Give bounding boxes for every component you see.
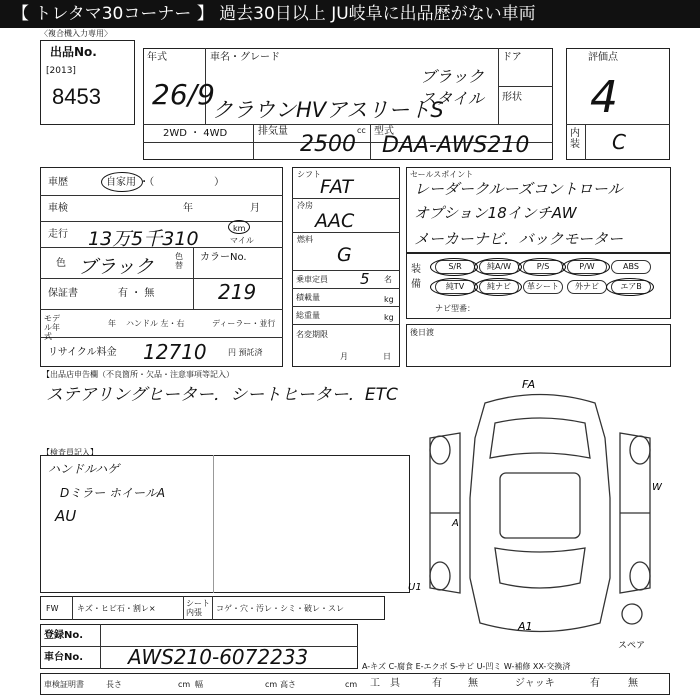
spare-label: スペア [618,641,646,651]
interior-value: C [612,130,626,154]
fuel-label: 燃料 [297,235,313,244]
diagram-label-u1: U1 [408,582,422,593]
mile-unit: マイル [230,236,254,245]
displacement-value: 2500 [300,132,356,157]
notes-label: 【出品店申告欄（不良箇所・欠品・注意事項等記入） [42,370,234,379]
year-label: 年式 [147,52,167,63]
subtitle: 〈複合機入力専用〉 [40,29,112,38]
diagram-label-w: W [652,482,662,493]
name-change-day: 日 [383,352,391,361]
model-year-unit: 年 [108,319,116,328]
tools-no: 無 [468,678,478,689]
shaken-label: 車検 [48,203,68,214]
score-value: 4 [590,72,618,123]
chassis-value: AWS210-6072233 [128,645,309,669]
shaken-year: 年 [183,203,193,214]
car-damage-diagram [400,378,670,653]
after-delivery-box [406,324,671,367]
diagram-label-a1: A1 [518,620,533,633]
model-value: クラウンHVアスリートS [212,98,444,122]
sales-label: セールスポイント [410,170,474,179]
length-unit: cm [178,680,191,689]
height-unit: cm [345,680,358,689]
model-label: 車名・グレード [210,52,280,63]
inspector-line-3: AU [55,507,77,525]
sales-line-2: オプション18インチAW [414,204,577,222]
equip-leather: 革シート [523,280,563,294]
recycle-value: 12710 [143,340,207,364]
cooler-label: 冷房 [297,201,313,210]
equipment-label: 装備 [411,264,421,290]
lot-label: 出品No. [50,45,97,59]
equip-circle-pw [562,258,610,276]
width-unit: cm [265,680,278,689]
length-label: 長さ [106,680,122,689]
equip-circle-airbag [606,278,654,296]
width-label: 幅 [195,680,203,689]
equip-circle-ps [518,258,566,276]
shape-label: 形状 [502,92,522,103]
shaken-month: 月 [250,203,260,214]
gross-unit: kg [384,313,394,322]
navi-model-label: ナビ型番： [435,304,475,313]
inspector-line-2: Dミラー ホイールA [60,486,166,500]
tools-yes: 有 [432,678,442,689]
notes-value: ステアリングヒーター．シートヒーター．ETC [46,385,398,405]
equip-ps: P/S [523,260,563,274]
chassis-label: 車台No. [44,652,84,663]
history-options: 自家用 ・（ ） [106,177,225,188]
km-circle [228,220,250,234]
fw-label: FW [46,604,59,613]
damage-legend: A-キズ C-腐食 E-エクボ S-サビ U-凹ミ W-補修 XX-交換済 [362,662,571,671]
equip-alloy: 純A/W [479,260,519,274]
colorno-value: 219 [218,280,257,304]
diagram-label-fa: FA [522,378,536,391]
seat-options: コゲ・穴・汚レ・シミ・破レ・スレ [216,604,344,613]
equip-abs: ABS [611,260,651,274]
score-label: 評価点 [588,52,618,63]
mileage-value: 13万5千310 [88,228,199,250]
load-unit: kg [384,295,394,304]
km-unit: km [233,224,246,233]
inspector-label: 【検査員記入】 [42,448,98,457]
shift-value: FAT [320,176,354,198]
colorno-label: カラーNo. [200,252,247,263]
cooler-value: AAC [315,210,355,232]
jack-label: ジャッキ [515,678,555,689]
equip-airbag: エアB [611,280,651,294]
model-year-label: モデル年式 [44,314,60,341]
handle-options: ハンドル 左・右 [126,319,185,328]
warranty-options: 有 ・ 無 [118,288,155,299]
equip-tv: 純TV [435,280,475,294]
shift-label: シフト [297,170,321,179]
warranty-label: 保証書 [48,288,78,299]
grade-extra: ブラック スタイル [420,67,484,108]
equip-circle-tv [430,278,478,296]
height-label: 高さ [280,680,296,689]
equip-navi: 純ナビ [479,280,519,294]
equip-circle-alloy [474,258,522,276]
drive-type: 2WD ・ 4WD [163,128,228,139]
equip-ext-navi: 外ナビ [567,280,607,294]
equip-sr: S/R [435,260,475,274]
capacity-value: 5 [360,270,370,288]
diagram-label-a: A [452,518,459,529]
inspector-line-1: ハンドルハゲ [48,462,120,476]
equip-circle-navi [474,278,522,296]
page-banner: 【 トレタマ30コーナー 】 過去30日以上 JU岐阜に出品歴がない車両 [0,0,700,28]
door-label: ドア [502,52,522,63]
cc-unit: cc [357,126,366,135]
year-value: 26/9 [152,78,215,111]
sales-line-3: メーカーナビ．バックモーター [414,230,623,248]
mileage-label: 走行 [48,229,68,240]
seat-label: シート内張 [186,599,210,617]
name-change-label: 名変期限 [296,330,328,339]
lot-year-tag: [2013] [46,66,76,76]
load-label: 積載量 [296,293,320,302]
recycle-unit: 円 預託済 [228,348,263,357]
type-label: 型式 [374,126,394,137]
after-delivery-label: 後日渡 [410,328,434,337]
type-value: DAA-AWS210 [382,133,530,158]
jack-yes: 有 [590,678,600,689]
color-value: ブラック [78,256,154,278]
gross-label: 総重量 [296,311,320,320]
capacity-unit: 名 [384,275,392,284]
sales-line-1: レーダークルーズコントロール [414,180,623,198]
fuel-value: G [337,244,352,266]
tools-label: 工 具 [370,678,400,689]
registration-label: 登録No. [44,630,84,641]
capacity-label: 乗車定員 [296,275,328,284]
history-label: 車歴 [48,177,68,188]
displacement-label: 排気量 [258,126,288,137]
lot-number: 8453 [52,84,101,109]
windshield-options: キズ・ヒビ石・割レ× [77,604,156,613]
equip-pw: P/W [567,260,607,274]
equip-circle-sr [430,258,478,276]
shaken-cert-label: 車検証明書 [44,680,84,689]
name-change-month: 月 [340,352,348,361]
color-change-label: 色替 [175,252,183,270]
recycle-label: リサイクル料金 [48,347,117,358]
dealer-options: ディーラー・並行 [212,319,276,328]
private-use-circle [101,172,143,192]
jack-no: 無 [628,678,638,689]
color-label: 色 [56,258,66,269]
interior-label: 内装 [570,128,580,150]
